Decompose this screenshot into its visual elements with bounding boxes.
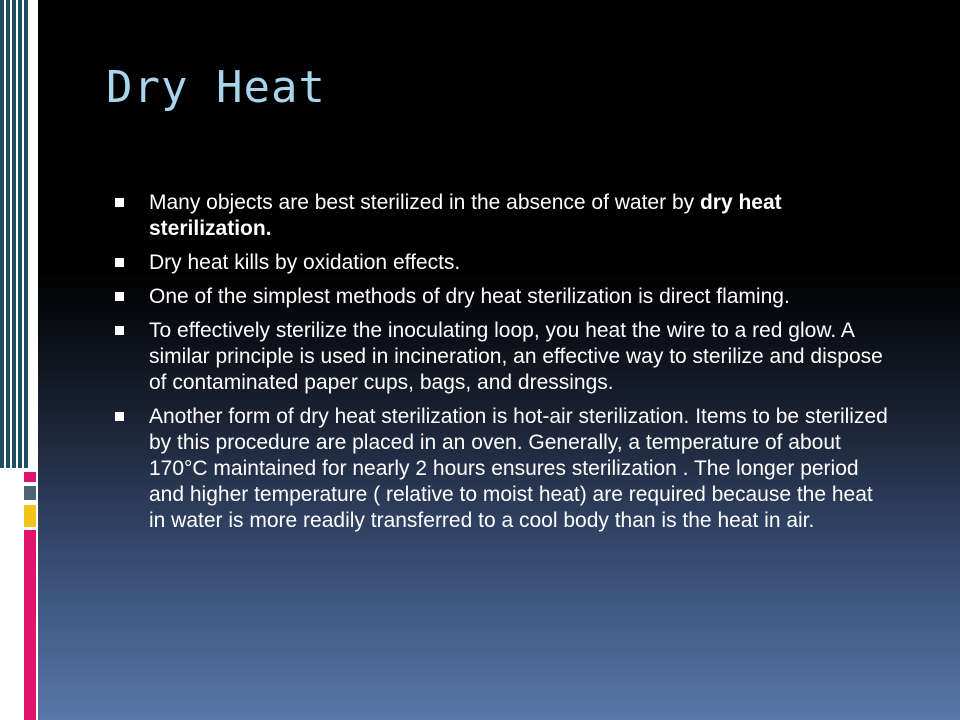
deco-pink-block bbox=[24, 472, 36, 482]
left-decoration bbox=[0, 0, 38, 720]
bullet-text: Many objects are best sterilized in the absence of water by bbox=[149, 191, 700, 214]
bullet-item bbox=[112, 284, 892, 310]
bullet-item bbox=[112, 250, 892, 276]
bullet-item bbox=[112, 404, 892, 534]
deco-bar bbox=[12, 0, 16, 468]
bullet-square-icon bbox=[115, 198, 124, 207]
bullet-list bbox=[112, 190, 892, 542]
bullet-square-icon bbox=[115, 326, 124, 335]
deco-bar bbox=[18, 0, 22, 468]
slide-title: Dry Heat bbox=[106, 62, 326, 113]
deco-bar bbox=[6, 0, 10, 468]
bullet-bold-text: dry heat sterilization. bbox=[149, 191, 782, 240]
bullet-square-icon bbox=[115, 292, 124, 301]
deco-pink-block bbox=[24, 530, 36, 720]
deco-gray-block bbox=[24, 486, 36, 500]
bullet-text: Dry heat kills by oxidation effects. bbox=[149, 251, 461, 274]
bullet-text: One of the simplest methods of dry heat sterilization is direct flaming. bbox=[149, 285, 790, 308]
deco-bar bbox=[0, 0, 4, 468]
bullet-item bbox=[112, 318, 892, 396]
bullet-square-icon bbox=[115, 258, 124, 267]
bullet-square-icon bbox=[115, 412, 124, 421]
deco-bar bbox=[24, 0, 28, 468]
deco-yellow-block bbox=[24, 505, 36, 527]
bullet-item bbox=[112, 190, 892, 242]
bullet-text: Another form of dry heat sterilization is hot-air sterilization. Items to be sterilized by this procedure are placed in an oven. Generally, a temperature of about 170°C maintained for nearly 2 hours ensures sterilization . The longer period and higher temperature ( relative to moist heat) are required because the heat in water is more readily transferred to a cool body than is the heat in air. bbox=[149, 405, 888, 532]
bullet-text: To effectively sterilize the inoculating loop, you heat the wire to a red glow. A similar principle is used in incineration, an effective way to sterilize and dispose of contaminated paper cups, bags, and dressings. bbox=[149, 319, 883, 394]
